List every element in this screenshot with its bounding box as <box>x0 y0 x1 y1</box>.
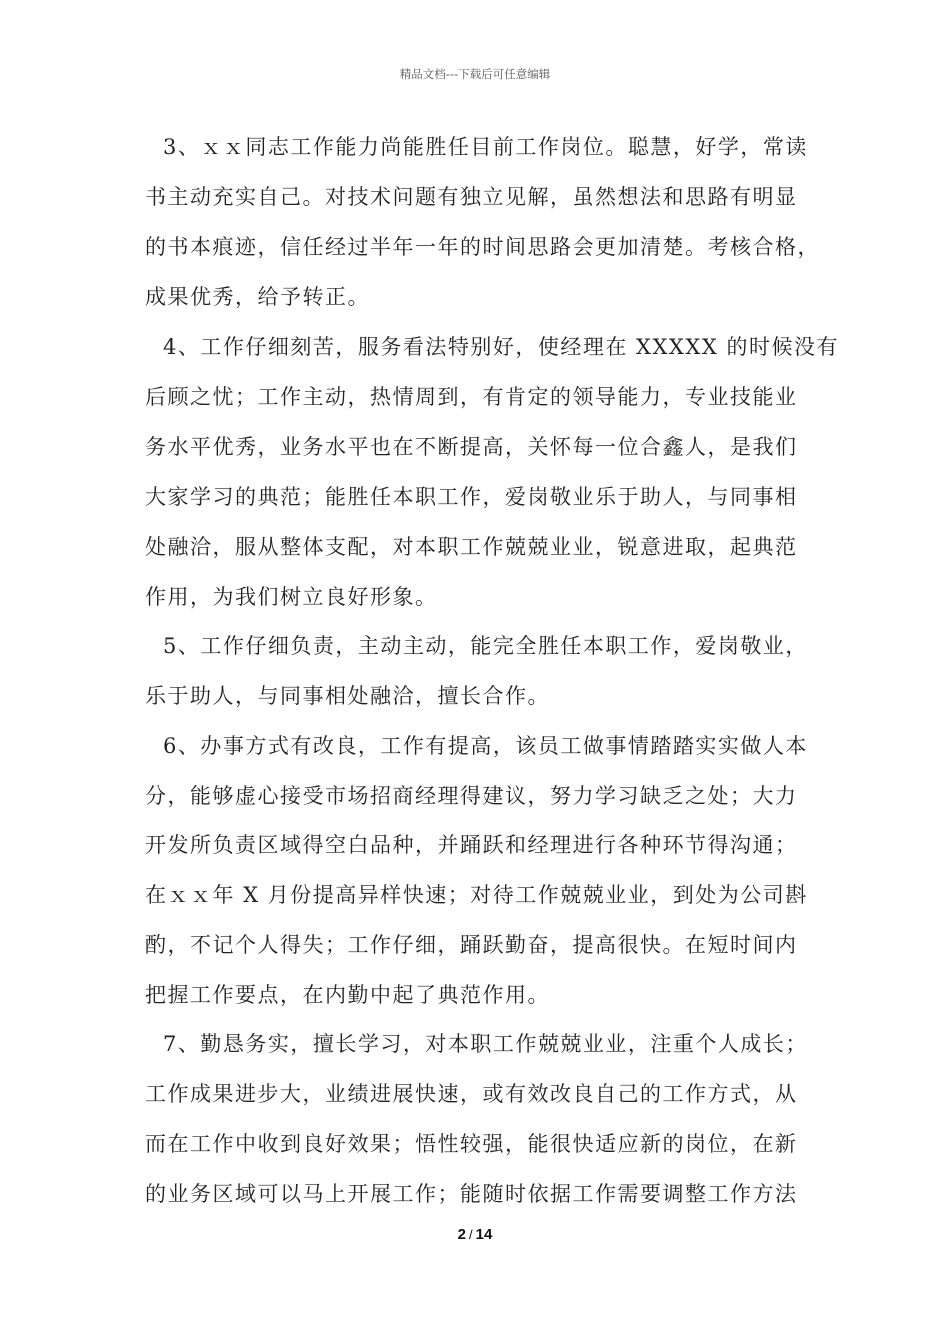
paragraph-line: 成果优秀，给予转正。 <box>145 285 370 309</box>
paragraph-line: 4、工作仔细刻苦，服务看法特别好，使经理在 XXXXX 的时候没有 <box>163 335 839 359</box>
total-pages: 14 <box>475 1226 493 1243</box>
paragraph-line: 大家学习的典范；能胜任本职工作，爱岗敬业乐于助人，与同事相 <box>145 485 798 509</box>
paragraph-line: 工作成果进步大，业绩进展快速，或有效改良自己的工作方式，从 <box>145 1082 798 1106</box>
paragraph-line: 而在工作中收到良好效果；悟性较强，能很快适应新的岗位，在新 <box>145 1132 798 1156</box>
paragraph-line: 书主动充实自己。对技术问题有独立见解，虽然想法和思路有明显 <box>145 185 798 209</box>
paragraph-line: 开发所负责区域得空白品种，并踊跃和经理进行各种环节得沟通； <box>145 833 798 857</box>
current-page: 2 <box>457 1226 467 1243</box>
paragraph-line: 3、ｘｘ同志工作能力尚能胜任目前工作岗位。聪慧，好学，常读 <box>163 135 808 159</box>
paragraph-line: 的业务区域可以马上开展工作；能随时依据工作需要调整工作方法 <box>145 1182 798 1206</box>
paragraph-line: 在ｘｘ年 X 月份提高异样快速；对待工作兢兢业业，到处为公司斟 <box>145 883 808 907</box>
paragraph-line: 处融洽，服从整体支配，对本职工作兢兢业业，锐意进取，起典范 <box>145 535 798 559</box>
page-separator: / <box>469 1227 473 1242</box>
paragraph-line: 分，能够虚心接受市场招商经理得建议，努力学习缺乏之处；大力 <box>145 784 798 808</box>
paragraph-line: 后顾之忧；工作主动，热情周到，有肯定的领导能力，专业技能业 <box>145 385 798 409</box>
paragraph-line: 的书本痕迹，信任经过半年一年的时间思路会更加清楚。考核合格， <box>145 235 820 259</box>
paragraph-line: 作用，为我们树立良好形象。 <box>145 585 438 609</box>
page-header: 精品文档---下载后可任意编辑 <box>399 67 551 81</box>
paragraph-line: 把握工作要点，在内勤中起了典范作用。 <box>145 983 550 1007</box>
paragraph-line: 6、办事方式有改良，工作有提高，该员工做事情踏踏实实做人本 <box>163 734 808 758</box>
paragraph-line: 5、工作仔细负责，主动主动，能完全胜任本职工作，爱岗敬业， <box>163 634 808 658</box>
paragraph-line: 7、勤恳务实，擅长学习，对本职工作兢兢业业，注重个人成长； <box>163 1032 808 1056</box>
paragraph-line: 乐于助人，与同事相处融洽，擅长合作。 <box>145 684 550 708</box>
page-number <box>0 1226 950 1243</box>
paragraph-line: 酌，不记个人得失；工作仔细，踊跃勤奋，提高很快。在短时间内 <box>145 933 798 957</box>
paragraph-line: 务水平优秀，业务水平也在不断提高，关怀每一位合鑫人，是我们 <box>145 435 798 459</box>
